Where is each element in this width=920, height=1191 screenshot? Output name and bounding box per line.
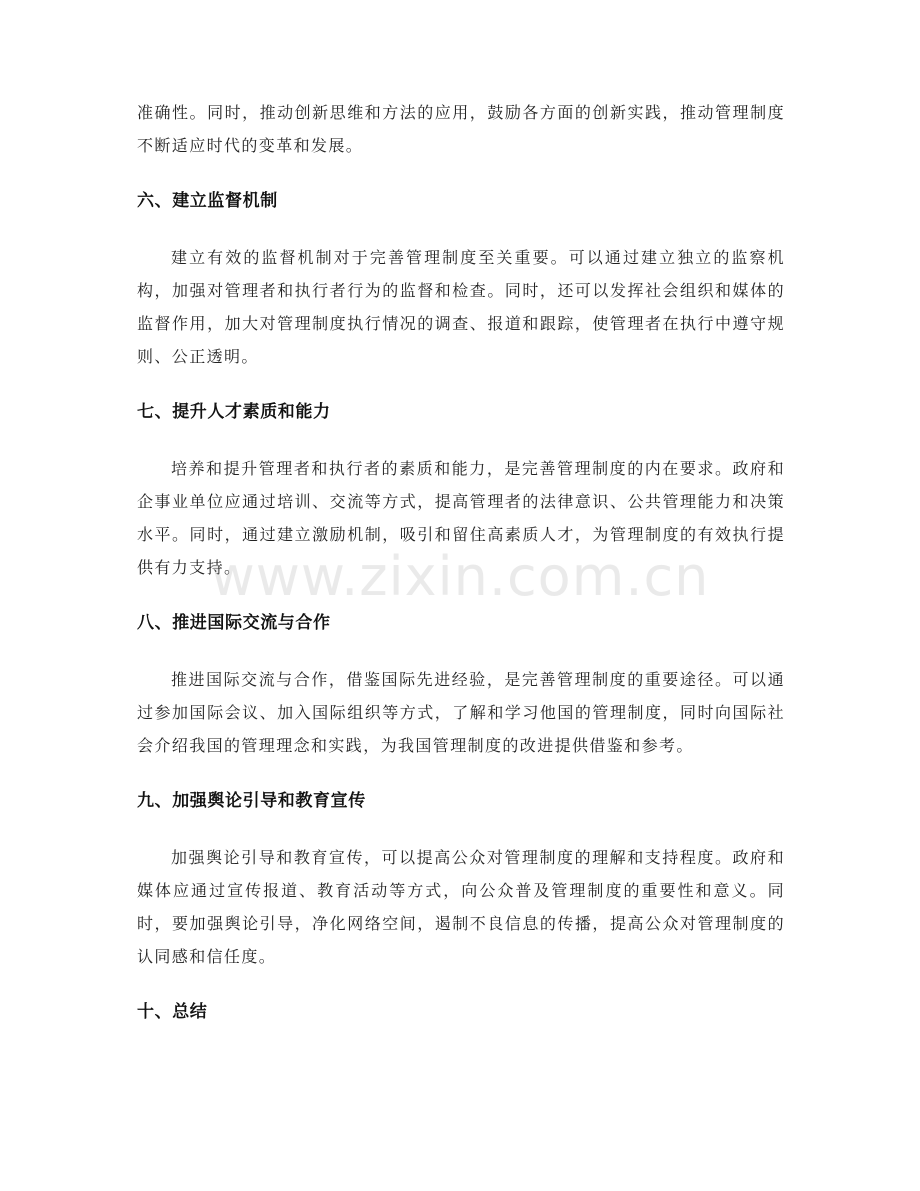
watermark-text: www.zixin.com.cn [210, 545, 710, 608]
section-heading-6: 六、建立监督机制 [137, 191, 278, 211]
section-body-9: 加强舆论引导和教育宣传，可以提高公众对管理制度的理解和支持程度。政府和媒体应通过宣传报道、教育活动等方式，向公众普及管理制度的重要性和意义。同时，要加强舆论引导，净化网络空间，遏制不良信息的传播，提高公众对管理制度的认同感和信任度。 [137, 848, 785, 966]
spacer [137, 162, 785, 185]
intro-paragraph: 准确性。同时，推动创新思维和方法的应用，鼓励各方面的创新实践，推动管理制度不断适应时代的变革和发展。 [137, 103, 785, 155]
spacer [137, 584, 785, 607]
spacer [137, 640, 785, 663]
spacer [137, 373, 785, 396]
spacer [137, 818, 785, 841]
section-heading-7: 七、提升人才素质和能力 [137, 402, 331, 422]
section-body-7: 培养和提升管理者和执行者的素质和能力，是完善管理制度的内在要求。政府和企事业单位应通过培训、交流等方式，提高管理者的法律意识、公共管理能力和决策水平。同时，通过建立激励机制，吸引和留住高素质人才，为管理制度的有效执行提供有力支持。 [137, 459, 785, 577]
document-content [137, 96, 785, 1029]
spacer [137, 973, 785, 996]
spacer [137, 429, 785, 452]
spacer [137, 218, 785, 241]
section-heading-9: 九、加强舆论引导和教育宣传 [137, 791, 366, 811]
section-heading-10: 十、总结 [137, 1002, 208, 1022]
section-body-8: 推进国际交流与合作，借鉴国际先进经验，是完善管理制度的重要途径。可以通过参加国际会议、加入国际组织等方式，了解和学习他国的管理制度，同时向国际社会介绍我国的管理理念和实践，为我国管理制度的改进提供借鉴和参考。 [137, 670, 785, 755]
section-body-6: 建立有效的监督机制对于完善管理制度至关重要。可以通过建立独立的监察机构，加强对管理者和执行者行为的监督和检查。同时，还可以发挥社会组织和媒体的监督作用，加大对管理制度执行情况的调查、报道和跟踪，使管理者在执行中遵守规则、公正透明。 [137, 248, 785, 366]
section-heading-8: 八、推进国际交流与合作 [137, 613, 331, 633]
spacer [137, 762, 785, 785]
